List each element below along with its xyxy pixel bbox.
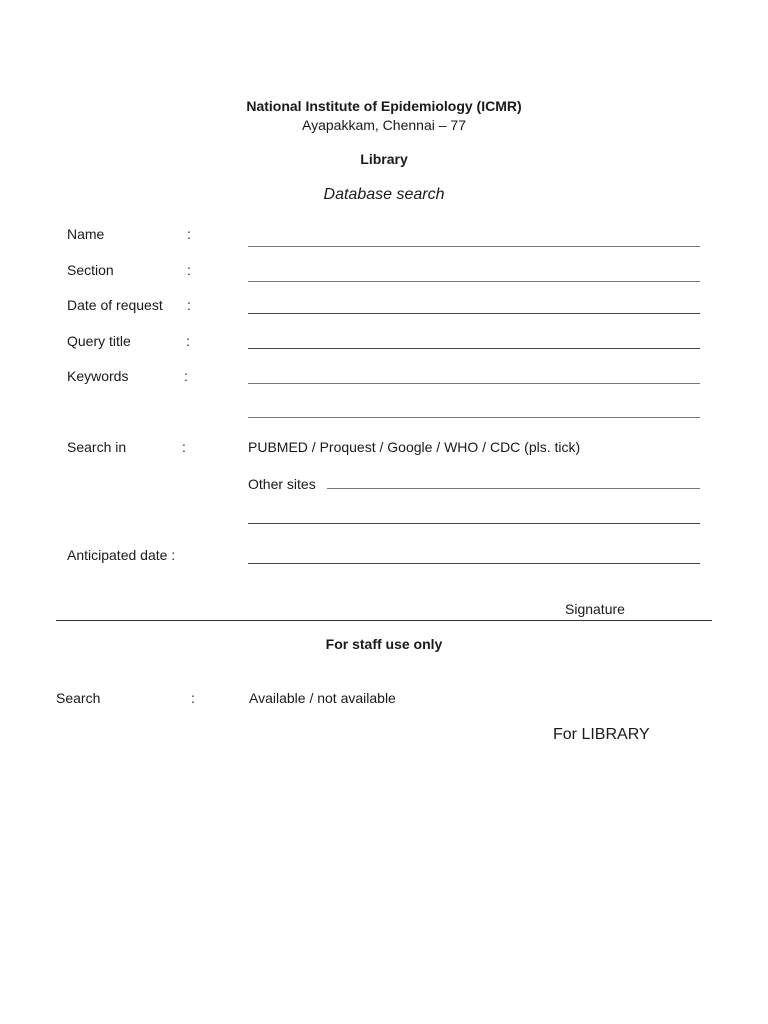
anticipated-date-entry-line[interactable] [248, 563, 700, 564]
staff-use-heading: For staff use only [325, 636, 443, 652]
section-colon: : [187, 262, 191, 278]
date-of-request-label: Date of request [67, 297, 163, 313]
other-sites-entry-line-2[interactable] [248, 523, 700, 524]
search-in-colon: : [182, 439, 186, 455]
institute-address: Ayapakkam, Chennai – 77 [302, 117, 466, 133]
keywords-colon: : [184, 368, 188, 384]
staff-search-label: Search [56, 690, 101, 706]
search-in-options[interactable]: PUBMED / Proquest / Google / WHO / CDC (pls. tick) [248, 439, 581, 455]
section-label: Section [67, 262, 114, 278]
institute-name: National Institute of Epidemiology (ICMR) [246, 98, 522, 114]
query-title-entry-line[interactable] [248, 348, 700, 349]
department-title: Library [360, 151, 408, 167]
other-sites-label: Other sites [248, 476, 316, 492]
form-title: Database search [323, 186, 445, 203]
search-in-label: Search in [67, 439, 127, 455]
section-entry-line[interactable] [248, 281, 700, 282]
name-colon: : [187, 226, 191, 242]
other-sites-entry-line[interactable] [327, 488, 700, 489]
keywords-entry-line-2[interactable] [248, 417, 700, 418]
query-title-label: Query title [67, 333, 131, 349]
name-label: Name [67, 226, 105, 242]
signature-label: Signature [565, 601, 625, 617]
availability-options[interactable]: Available / not available [249, 690, 396, 706]
keywords-label: Keywords [67, 368, 129, 384]
staff-search-colon: : [191, 690, 195, 706]
date-of-request-colon: : [187, 297, 191, 313]
for-library-label: For LIBRARY [553, 726, 650, 743]
keywords-entry-line-1[interactable] [248, 383, 700, 384]
date-of-request-entry-line[interactable] [248, 313, 700, 314]
anticipated-date-label: Anticipated date : [67, 547, 176, 563]
section-divider [56, 620, 712, 621]
name-entry-line[interactable] [248, 246, 700, 247]
query-title-colon: : [186, 333, 190, 349]
